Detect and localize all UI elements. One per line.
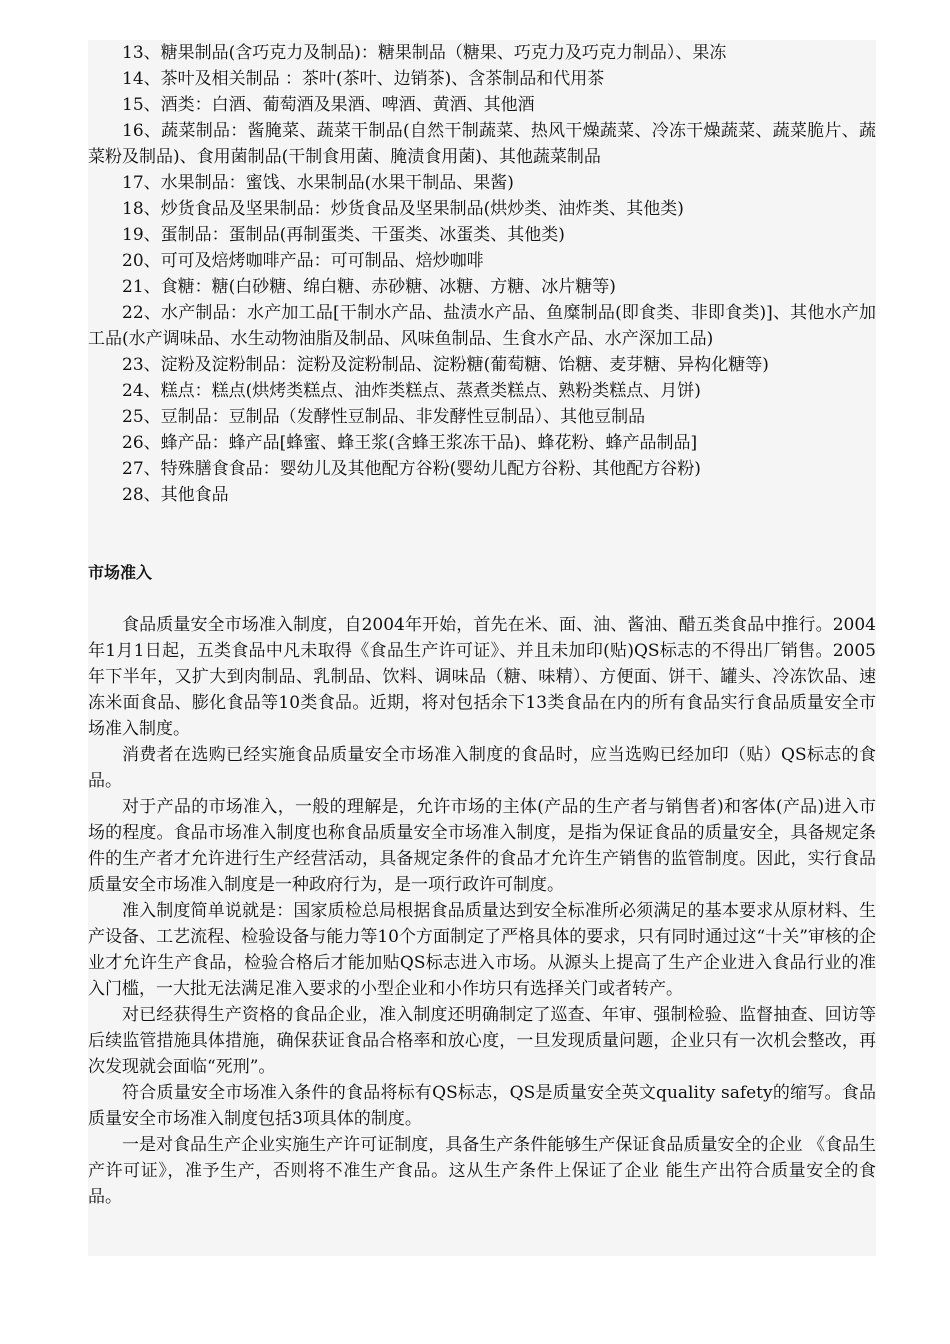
paragraph: 一是对食品生产企业实施生产许可证制度，具备生产条件能够生产保证食品质量安全的企业 《食品生产许可证》，准予生产，否则将不准生产食品。这从生产条件上保证了企业 能生产出符合质量安全的食品。 — [88, 1135, 876, 1207]
paragraph: 准入制度简单说就是：国家质检总局根据食品质量达到安全标准所必须满足的基本要求从原材料、生产设备、工艺流程、检验设备与能力等10个方面制定了严格具体的要求，只有同时通过这“十关”审核的企业才允许生产食品，检验合格后才能加贴QS标志进入市场。从源头上提高了生产企业进入食品行业的准入门槛，一大批无法满足准入要求的小型企业和小作坊只有选择关门或者转产。 — [88, 901, 876, 999]
paragraph: 对于产品的市场准入，一般的理解是，允许市场的主体(产品的生产者与销售者)和客体(产品)进入市场的程度。食品市场准入制度也称食品质量安全市场准入制度，是指为保证食品的质量安全，具备规定条件的生产者才允许进行生产经营活动，具备规定条件的食品才允许生产销售的监管制度。因此，实行食品质量安全市场准入制度是一种政府行为，是一项行政许可制度。 — [88, 797, 876, 895]
list-item: 21、食糖：糖(白砂糖、绵白糖、赤砂糖、冰糖、方糖、冰片糖等) — [122, 277, 616, 297]
paragraph: 消费者在选购已经实施食品质量安全市场准入制度的食品时，应当选购已经加印（贴）QS标志的食品。 — [88, 745, 876, 791]
document-body — [88, 40, 876, 1210]
list-item: 19、蛋制品：蛋制品(再制蛋类、干蛋类、冰蛋类、其他类) — [122, 225, 565, 245]
section-heading: 市场准入 — [88, 563, 153, 582]
spacer — [88, 586, 876, 612]
list-item: 28、其他食品 — [122, 485, 229, 505]
list-item: 24、糕点：糕点(烘烤类糕点、油炸类糕点、蒸煮类糕点、熟粉类糕点、月饼) — [122, 381, 701, 401]
list-item: 25、豆制品：豆制品（发酵性豆制品、非发酵性豆制品）、其他豆制品 — [122, 407, 646, 427]
list-item: 13、糖果制品(含巧克力及制品)：糖果制品（糖果、巧克力及巧克力制品）、果冻 — [122, 43, 727, 63]
list-item: 23、淀粉及淀粉制品：淀粉及淀粉制品、淀粉糖(葡萄糖、饴糖、麦芽糖、异构化糖等) — [122, 355, 769, 375]
list-item: 17、水果制品：蜜饯、水果制品(水果干制品、果酱) — [122, 173, 514, 193]
paragraph: 对已经获得生产资格的食品企业，准入制度还明确制定了巡查、年审、强制检验、监督抽查、回访等后续监管措施具体措施，确保获证食品合格率和放心度，一旦发现质量问题，企业只有一次机会整改，再次发现就会面临“死刑”。 — [88, 1005, 876, 1077]
list-item: 20、可可及焙烤咖啡产品：可可制品、焙炒咖啡 — [122, 251, 484, 271]
list-item: 26、蜂产品：蜂产品[蜂蜜、蜂王浆(含蜂王浆冻干品)、蜂花粉、蜂产品制品] — [122, 433, 698, 453]
list-item: 16、蔬菜制品：酱腌菜、蔬菜干制品(自然干制蔬菜、热风干燥蔬菜、冷冻干燥蔬菜、蔬菜脆片、蔬菜粉及制品)、食用菌制品(干制食用菌、腌渍食用菌)、其他蔬菜制品 — [88, 121, 876, 167]
list-item: 14、茶叶及相关制品 ：茶叶(茶叶、边销茶)、含茶制品和代用茶 — [122, 69, 605, 89]
list-item: 27、特殊膳食食品：婴幼儿及其他配方谷粉(婴幼儿配方谷粉、其他配方谷粉) — [122, 459, 701, 479]
paragraph: 符合质量安全市场准入条件的食品将标有QS标志，QS是质量安全英文quality safety的缩写。食品质量安全市场准入制度包括3项具体的制度。 — [88, 1083, 876, 1129]
spacer — [88, 508, 876, 560]
list-item: 15、酒类：白酒、葡萄酒及果酒、啤酒、黄酒、其他酒 — [122, 95, 535, 115]
paragraph: 食品质量安全市场准入制度，自2004年开始，首先在米、面、油、酱油、醋五类食品中推行。2004年1月1日起，五类食品中凡未取得《食品生产许可证》、并且未加印(贴)QS标志的不得出厂销售。2005年下半年，又扩大到肉制品、乳制品、饮料、调味品（糖、味精）、方便面、饼干、罐头、冷冻饮品、速冻米面食品、膨化食品等10类食品。近期，将对包括余下13类食品在内的所有食品实行食品质量安全市场准入制度。 — [88, 615, 876, 739]
list-item: 22、水产制品：水产加工品[干制水产品、盐渍水产品、鱼糜制品(即食类、非即食类)]、其他水产加工品(水产调味品、水生动物油脂及制品、风味鱼制品、生食水产品、水产深加工品) — [88, 303, 876, 349]
list-item: 18、炒货食品及坚果制品：炒货食品及坚果制品(烘炒类、油炸类、其他类) — [122, 199, 684, 219]
